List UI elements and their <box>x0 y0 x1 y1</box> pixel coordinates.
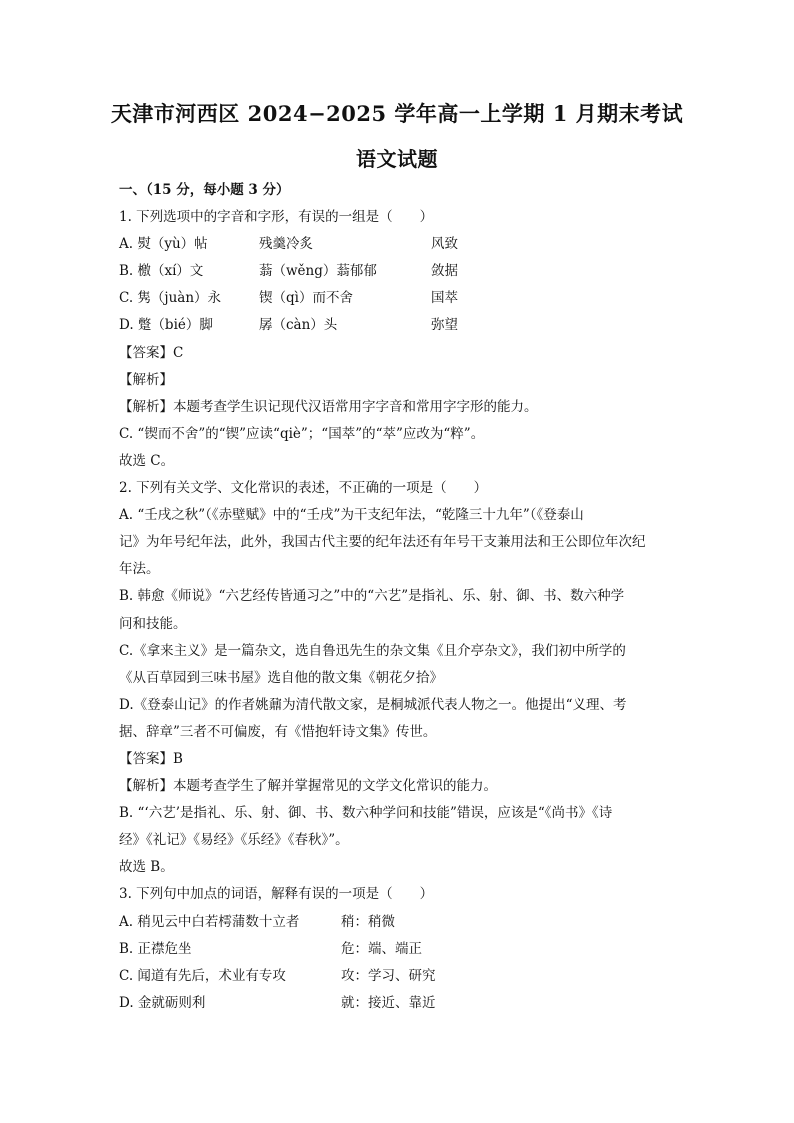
option-d-sentence: D. 金就砺则利 <box>119 994 206 1011</box>
question-1-option-b <box>119 258 679 285</box>
option-d-col2: 孱（càn）头 <box>259 317 338 334</box>
question-2-analysis-line: 【解析】本题考查学生了解并掌握常见的文学文化常识的能力。 <box>119 778 497 795</box>
exam-subtitle: 语文试题 <box>356 147 438 171</box>
question-2-analysis-line: 经》《礼记》《易经》《乐经》《春秋》”。 <box>119 832 349 849</box>
option-a-col1: A. 熨（yù）帖 <box>119 236 208 253</box>
question-1-option-c <box>119 285 679 312</box>
question-1-analysis-line: 【解析】本题考查学生识记现代汉语常用字字音和常用字字形的能力。 <box>119 398 538 415</box>
question-2-analysis-line: 故选 B。 <box>119 859 174 876</box>
question-2-line: 据、辞章”三者不可偏废，有《惜抱轩诗文集》传世。 <box>119 723 437 740</box>
question-3-option-d <box>119 990 679 1017</box>
question-1-analysis-heading: 【解析】 <box>119 371 173 388</box>
option-d-col1: D. 蹩（bié）脚 <box>119 317 213 334</box>
question-1-analysis-line: 故选 C。 <box>119 452 175 469</box>
question-3-stem: 3. 下列句中加点的词语，解释有误的一项是（ ） <box>119 886 434 903</box>
question-2-line: 年法。 <box>119 561 160 578</box>
option-a-sentence: A. 稍见云中白若樗蒲数十立者 <box>119 913 300 930</box>
question-1-analysis-line: C. “锲而不舍”的“锲”应读“qiè”；“国萃”的“萃”应改为“粹”。 <box>119 425 485 442</box>
option-c-col1: C. 隽（juàn）永 <box>119 290 222 307</box>
question-2-line: C.《拿来主义》是一篇杂文，选自鲁迅先生的杂文集《且介亭杂文》，我们初中所学的 <box>119 642 626 659</box>
option-b-sentence: B. 正襟危坐 <box>119 940 192 957</box>
question-2-line: B. 韩愈《师说》“六艺经传皆通习之”中的“六艺”是指礼、乐、射、御、书、数六种学 <box>119 588 625 605</box>
option-c-sentence: C. 闻道有先后，术业有专攻 <box>119 967 286 984</box>
question-2-line: 记》为年号纪年法，此外，我国古代主要的纪年法还有年号干支兼用法和王公即位年次纪 <box>119 534 646 551</box>
question-2-line: D.《登泰山记》的作者姚鼐为清代散文家，是桐城派代表人物之一。他提出“义理、考 <box>119 696 627 713</box>
question-1-answer: 【答案】C <box>119 344 184 361</box>
question-3-option-a <box>119 909 679 936</box>
option-c-col3: 国萃 <box>431 290 458 307</box>
question-1-option-d <box>119 312 679 339</box>
question-2-answer: 【答案】B <box>119 750 183 767</box>
question-2-stem: 2. 下列有关文学、文化常识的表述，不正确的一项是（ ） <box>119 480 488 497</box>
option-b-gloss: 危：端、端正 <box>341 940 422 957</box>
option-b-col2: 蓊（wěng）蓊郁郁 <box>259 263 377 280</box>
exam-title: 天津市河西区 2024−2025 学年高一上学期 1 月期末考试 <box>110 101 684 126</box>
exam-body <box>119 177 679 1017</box>
question-2-line: 问和技能。 <box>119 615 187 632</box>
section-heading: 一、（15 分，每小题 3 分） <box>119 182 290 198</box>
option-a-col3: 风致 <box>431 236 458 253</box>
option-a-gloss: 稍：稍微 <box>341 913 395 930</box>
option-b-col1: B. 檄（xí）文 <box>119 263 204 280</box>
option-d-col3: 弥望 <box>431 317 458 334</box>
option-a-col2: 残羹冷炙 <box>259 236 313 253</box>
question-1-option-a <box>119 231 679 258</box>
question-3-option-c <box>119 963 679 990</box>
question-2-line: A. “壬戌之秋”（《赤壁赋》中的“壬戌”为干支纪年法，“乾隆三十九年”（《登泰山 <box>119 507 584 524</box>
question-2-analysis-line: B. “‘六艺’是指礼、乐、射、御、书、数六种学问和技能”错误，应该是“《尚书》《诗 <box>119 805 613 822</box>
question-2-line: 《从百草园到三味书屋》选自他的散文集《朝花夕拾》 <box>119 669 443 686</box>
question-3-option-b <box>119 936 679 963</box>
question-1-stem: 1. 下列选项中的字音和字形，有误的一组是（ ） <box>119 209 434 226</box>
option-d-gloss: 就：接近、靠近 <box>341 994 436 1011</box>
option-c-gloss: 攻：学习、研究 <box>341 967 436 984</box>
option-b-col3: 敛据 <box>431 263 458 280</box>
option-c-col2: 锲（qì）而不舍 <box>259 290 353 307</box>
